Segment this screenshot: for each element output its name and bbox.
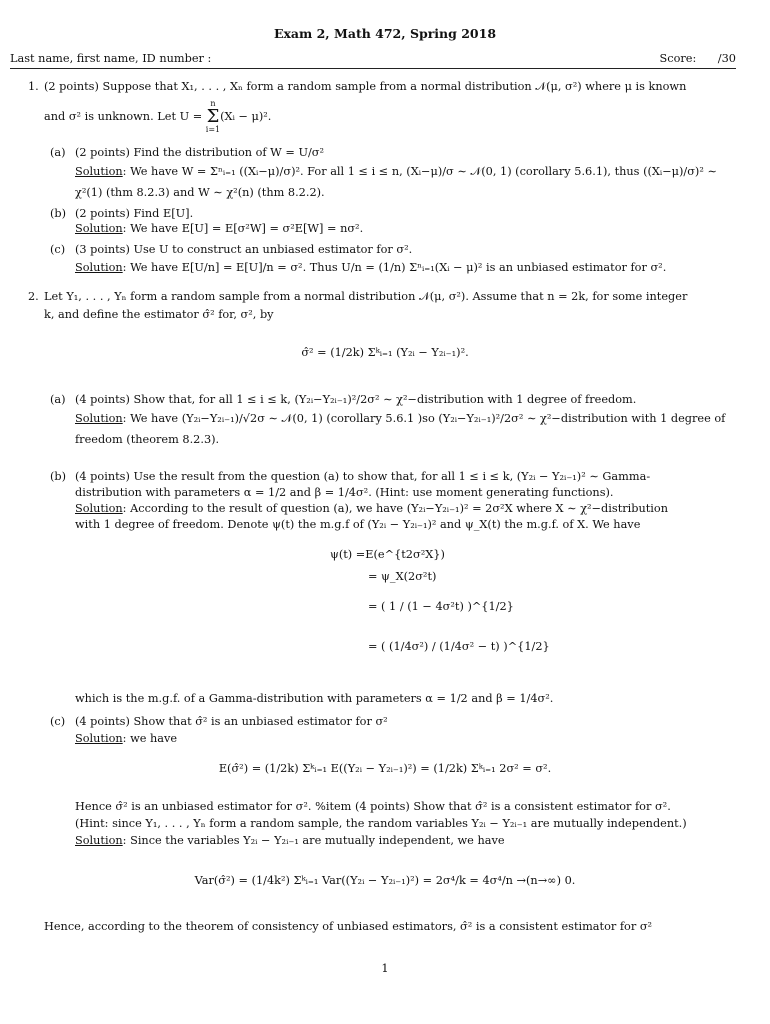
solution-line: Solution: According to the result of question (a), we have (Y₂ᵢ−Y₂ᵢ₋₁)² = 2σ²X where X ∼ χ²−distribution [75, 502, 668, 515]
part-question: (2 points) Find E[U]. [75, 207, 194, 220]
page-number: 1 [381, 962, 389, 975]
solution-label: Solution [75, 732, 123, 745]
solution-line: Solution: We have W = Σⁿᵢ₌₁ ((Xᵢ−μ)/σ)². For all 1 ≤ i ≤ n, (Xᵢ−μ)/σ ∼ 𝒩(0, 1) (corollary 5.6.1), thus ((Xᵢ−μ)/σ)² ∼ [75, 165, 717, 178]
part-question: (4 points) Use the result from the question (a) to show that, for all 1 ≤ i ≤ k, (Y₂ᵢ − Y₂ᵢ₋₁)² ∼ Gamma- [75, 470, 651, 483]
expectation-equation: E(σ̂²) = (1/2k) Σᵏᵢ₌₁ E((Y₂ᵢ − Y₂ᵢ₋₁)²) = (1/2k) Σᵏᵢ₌₁ 2σ² = σ². [218, 762, 552, 775]
solution-label: Solution [75, 165, 123, 178]
solution-line: Solution: we have [75, 732, 178, 745]
solution-line: Solution: Since the variables Y₂ᵢ − Y₂ᵢ₋₁ are mutually independent, we have [75, 834, 505, 847]
solution-text: We have (Y₂ᵢ−Y₂ᵢ₋₁)/√2σ ∼ 𝒩(0, 1) (corollary 5.6.1 )so (Y₂ᵢ−Y₂ᵢ₋₁)²/2σ² ∼ χ²−distribution with 1 degree of [130, 412, 726, 425]
solution-text: Since the variables Y₂ᵢ − Y₂ᵢ₋₁ are mutually independent, we have [130, 834, 505, 847]
solution-line: Solution: We have (Y₂ᵢ−Y₂ᵢ₋₁)/√2σ ∼ 𝒩(0, 1) (corollary 5.6.1 )so (Y₂ᵢ−Y₂ᵢ₋₁)²/2σ² ∼ χ²−distribution with 1 degree of [75, 412, 726, 425]
solution-text: we have [130, 732, 178, 745]
question-text: Let Y₁, . . . , Yₙ form a random sample from a normal distribution 𝒩(μ, σ²). Assume that n = 2k, for some integer [44, 290, 688, 303]
part-question: (3 points) Use U to construct an unbiased estimator for σ². [75, 243, 413, 256]
hint-text: (Hint: since Y₁, . . . , Yₙ form a random sample, the random variables Y₂ᵢ − Y₂ᵢ₋₁ are mutually independent.) [75, 817, 687, 830]
question-number: 1. [28, 80, 39, 93]
exam-title: Exam 2, Math 472, Spring 2018 [273, 26, 497, 41]
mgf-line: = ψ_X(2σ²t) [368, 570, 437, 583]
part-question: (4 points) Show that, for all 1 ≤ i ≤ k, (Y₂ᵢ−Y₂ᵢ₋₁)²/2σ² ∼ χ²−distribution with 1 degree of freedom. [75, 393, 637, 406]
question-text: (2 points) Suppose that X₁, . . . , Xₙ form a random sample from a normal distribution 𝒩(μ, σ²) where μ is known [44, 80, 687, 93]
question-text-part [44, 100, 271, 134]
question-text-fragment: (Xᵢ − μ)². [220, 110, 272, 123]
solution-label: Solution [75, 412, 123, 425]
score-label: Score: /30 [659, 52, 736, 65]
solution-label: Solution [75, 502, 123, 515]
part-question: (2 points) Find the distribution of W = U/σ² [75, 146, 325, 159]
part-label: (b) [50, 207, 67, 220]
solution-line: Solution: We have E[U] = E[σ²W] = σ²E[W] = nσ². [75, 222, 364, 235]
mgf-line: ψ(t) =E(e^{t2σ²X}) [330, 548, 445, 561]
question-text: k, and define the estimator σ̂² for, σ², by [44, 308, 274, 321]
mgf-line: = ( (1/4σ²) / (1/4σ² − t) )^{1/2} [368, 640, 550, 653]
solution-text: with 1 degree of freedom. Denote ψ(t) the m.g.f of (Y₂ᵢ − Y₂ᵢ₋₁)² and ψ_X(t) the m.g.f. of X. We have [75, 518, 641, 531]
mgf-line: = ( 1 / (1 − 4σ²t) )^{1/2} [368, 600, 514, 613]
part-question: (4 points) Show that σ̂² is an unbiased estimator for σ² [75, 715, 388, 728]
solution-text: We have E[U] = E[σ²W] = σ²E[W] = nσ². [130, 222, 364, 235]
header-row [10, 52, 736, 68]
solution-text: χ²(1) (thm 8.2.3) and W ∼ χ²(n) (thm 8.2.2). [75, 186, 325, 199]
estimator-equation: σ̂² = (1/2k) Σᵏᵢ₌₁ (Y₂ᵢ − Y₂ᵢ₋₁)². [301, 346, 469, 359]
part-label: (c) [50, 243, 66, 256]
solution-label: Solution [75, 834, 123, 847]
part-label: (a) [50, 393, 66, 406]
solution-text: We have E[U/n] = E[U]/n = σ². Thus U/n = (1/n) Σⁿᵢ₌₁(Xᵢ − μ)² is an unbiased estimator for σ². [130, 261, 667, 274]
solution-text: We have W = Σⁿᵢ₌₁ ((Xᵢ−μ)/σ)². For all 1 ≤ i ≤ n, (Xᵢ−μ)/σ ∼ 𝒩(0, 1) (corollary 5.6.1), thus ((Xᵢ−μ)/σ)² ∼ [130, 165, 717, 178]
solution-text: freedom (theorem 8.2.3). [75, 433, 220, 446]
part-label: (c) [50, 715, 66, 728]
question-number: 2. [28, 290, 39, 303]
question-text-fragment: and σ² is unknown. Let U = [44, 110, 206, 123]
solution-line: Solution: We have E[U/n] = E[U]/n = σ². Thus U/n = (1/n) Σⁿᵢ₌₁(Xᵢ − μ)² is an unbiased estimator for σ². [75, 261, 667, 274]
solution-label: Solution [75, 222, 123, 235]
solution-text: which is the m.g.f. of a Gamma-distribution with parameters α = 1/2 and β = 1/4σ². [75, 692, 554, 705]
solution-label: Solution [75, 261, 123, 274]
variance-equation: Var(σ̂²) = (1/4k²) Σᵏᵢ₌₁ Var((Y₂ᵢ − Y₂ᵢ₋₁)²) = 2σ⁴/k = 4σ⁴/n →(n→∞) 0. [194, 874, 576, 887]
solution-text: Hence σ̂² is an unbiased estimator for σ². %item (4 points) Show that σ̂² is a consistent estimator for σ². [75, 800, 671, 813]
part-label: (a) [50, 146, 66, 159]
name-field-label: Last name, first name, ID number : [10, 52, 212, 65]
part-label: (b) [50, 470, 67, 483]
sum-symbol: n Σ i=1 [205, 99, 221, 134]
solution-text: According to the result of question (a), we have (Y₂ᵢ−Y₂ᵢ₋₁)² = 2σ²X where X ∼ χ²−distribution [130, 502, 668, 515]
conclusion-text: Hence, according to the theorem of consistency of unbiased estimators, σ̂² is a consistent estimator for σ² [44, 920, 653, 933]
header-rule [10, 68, 736, 69]
part-question: distribution with parameters α = 1/2 and β = 1/4σ². (Hint: use moment generating functions). [75, 486, 614, 499]
